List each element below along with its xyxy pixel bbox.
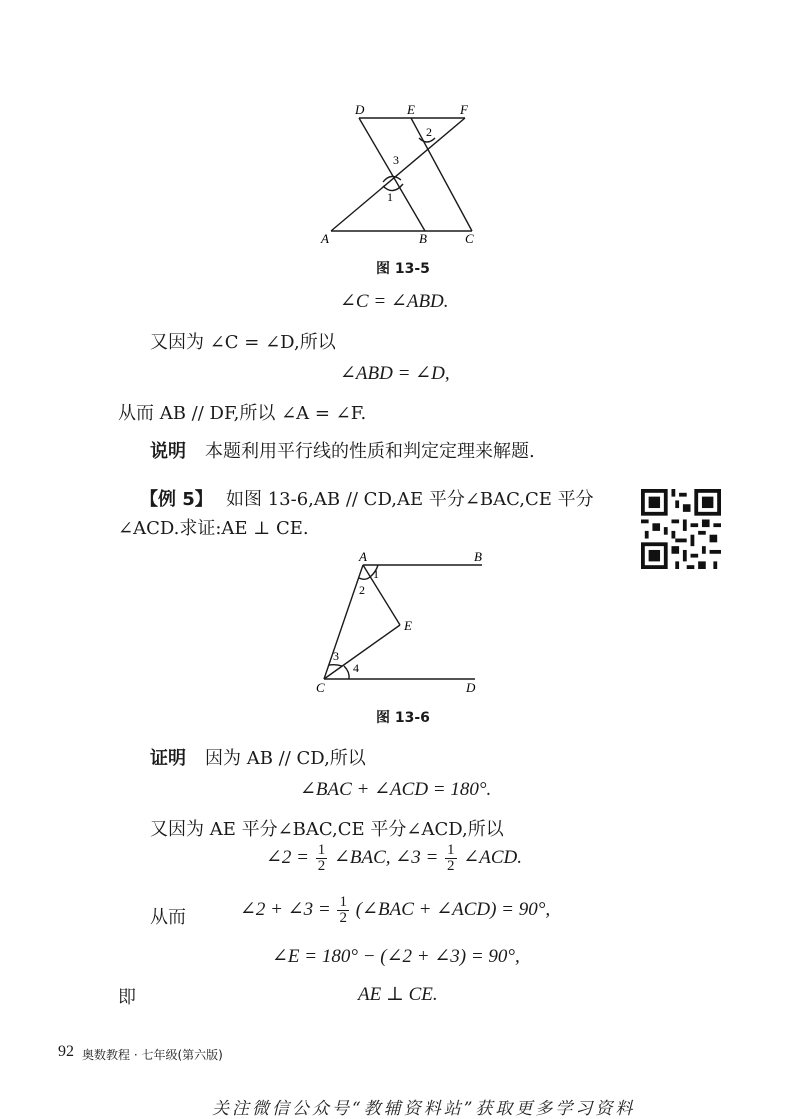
promo-banner: 关注微信公众号“教辅资料站”获取更多学习资料 [212, 1099, 636, 1119]
example-5-text-1: 如图 13-6,AB // CD,AE 平分∠BAC,CE 平分 [226, 489, 594, 510]
proof-conclusion: AE ⊥ CE. [358, 984, 438, 1005]
label-F: F [460, 102, 468, 117]
qr-code[interactable] [641, 489, 721, 569]
fraction-numerator-2: 1 [447, 842, 455, 858]
book-title: 奥数教程 · 七年级(第六版) [82, 1048, 223, 1062]
proof-line-3: 又因为 AE 平分∠BAC,CE 平分∠ACD,所以 [150, 819, 504, 840]
angle-label-4: 4 [353, 661, 359, 675]
line-AF [331, 118, 465, 231]
figure-13-5-caption: 图 13-5 [376, 261, 430, 277]
fraction-denominator: 2 [317, 858, 326, 874]
fraction-one-half-3 [337, 895, 349, 926]
label-A: A [321, 231, 329, 245]
line-AE [363, 565, 400, 625]
fraction-one-half-2 [445, 843, 457, 874]
proof-equation-sum [240, 895, 550, 926]
fraction-numerator-3: 1 [339, 894, 347, 910]
half-angle-3-lhs: ∠BAC, ∠3 = [334, 846, 439, 868]
angle-label-1: 1 [373, 567, 379, 581]
angle-label-2: 2 [426, 125, 432, 139]
figure-13-6 [312, 548, 492, 698]
equation-c-abd: ∠C = ∠ABD. [340, 291, 449, 312]
half-angle-3-rhs: ∠ACD. [463, 846, 522, 868]
half-angle-2-lhs: ∠2 = [266, 846, 309, 868]
label-D: D [355, 102, 365, 117]
equation-abd-d: ∠ABD = ∠D, [340, 363, 450, 384]
text-line-4: 从而 AB // DF,所以 ∠A = ∠F. [118, 403, 367, 424]
label-B: B [474, 549, 482, 564]
proof-hence-label: 从而 [150, 907, 186, 928]
proof-equation-halves [266, 843, 522, 874]
proof-equation-angle-e: ∠E = 180° − (∠2 + ∠3) = 90°, [272, 946, 520, 967]
angle-arc-4 [344, 666, 349, 679]
text-line-2: 又因为 ∠C = ∠D,所以 [150, 332, 336, 353]
figure-13-6-caption: 图 13-6 [376, 710, 430, 726]
label-D: D [466, 680, 476, 695]
fraction-denominator-3: 2 [339, 910, 347, 926]
angle-arc-2 [359, 577, 370, 579]
fraction-one-half [316, 843, 328, 874]
proof-conclusion-label: 即 [118, 987, 136, 1008]
proof-label: 证明 [150, 748, 186, 769]
fraction-numerator: 1 [317, 842, 326, 858]
label-C: C [316, 680, 325, 695]
angle-label-2: 2 [359, 583, 365, 597]
line-EC [411, 118, 472, 231]
fraction-denominator-2: 2 [447, 858, 455, 874]
example-5-tag: 【例 5】 [140, 489, 213, 510]
note-text: 本题利用平行线的性质和判定定理来解题. [205, 441, 535, 462]
note-label: 说明 [150, 441, 186, 462]
sum-lhs: ∠2 + ∠3 = [240, 898, 331, 920]
label-A: A [359, 549, 367, 564]
label-B: B [419, 231, 427, 245]
example-5-text-2: ∠ACD.求证:AE ⊥ CE. [118, 518, 309, 539]
label-E: E [404, 618, 412, 633]
page-number: 92 [58, 1043, 74, 1060]
figure-13-5 [315, 100, 495, 245]
label-E: E [407, 102, 415, 117]
proof-line-1: 因为 AB // CD,所以 [205, 748, 366, 769]
line-DB [359, 118, 425, 231]
angle-label-3: 3 [393, 153, 399, 167]
label-C: C [465, 231, 474, 245]
angle-label-3: 3 [333, 649, 339, 663]
sum-rhs: (∠BAC + ∠ACD) = 90°, [355, 898, 551, 920]
angle-label-1: 1 [387, 190, 393, 204]
angle-arc-3 [329, 665, 342, 666]
proof-equation-180: ∠BAC + ∠ACD = 180°. [300, 779, 492, 800]
